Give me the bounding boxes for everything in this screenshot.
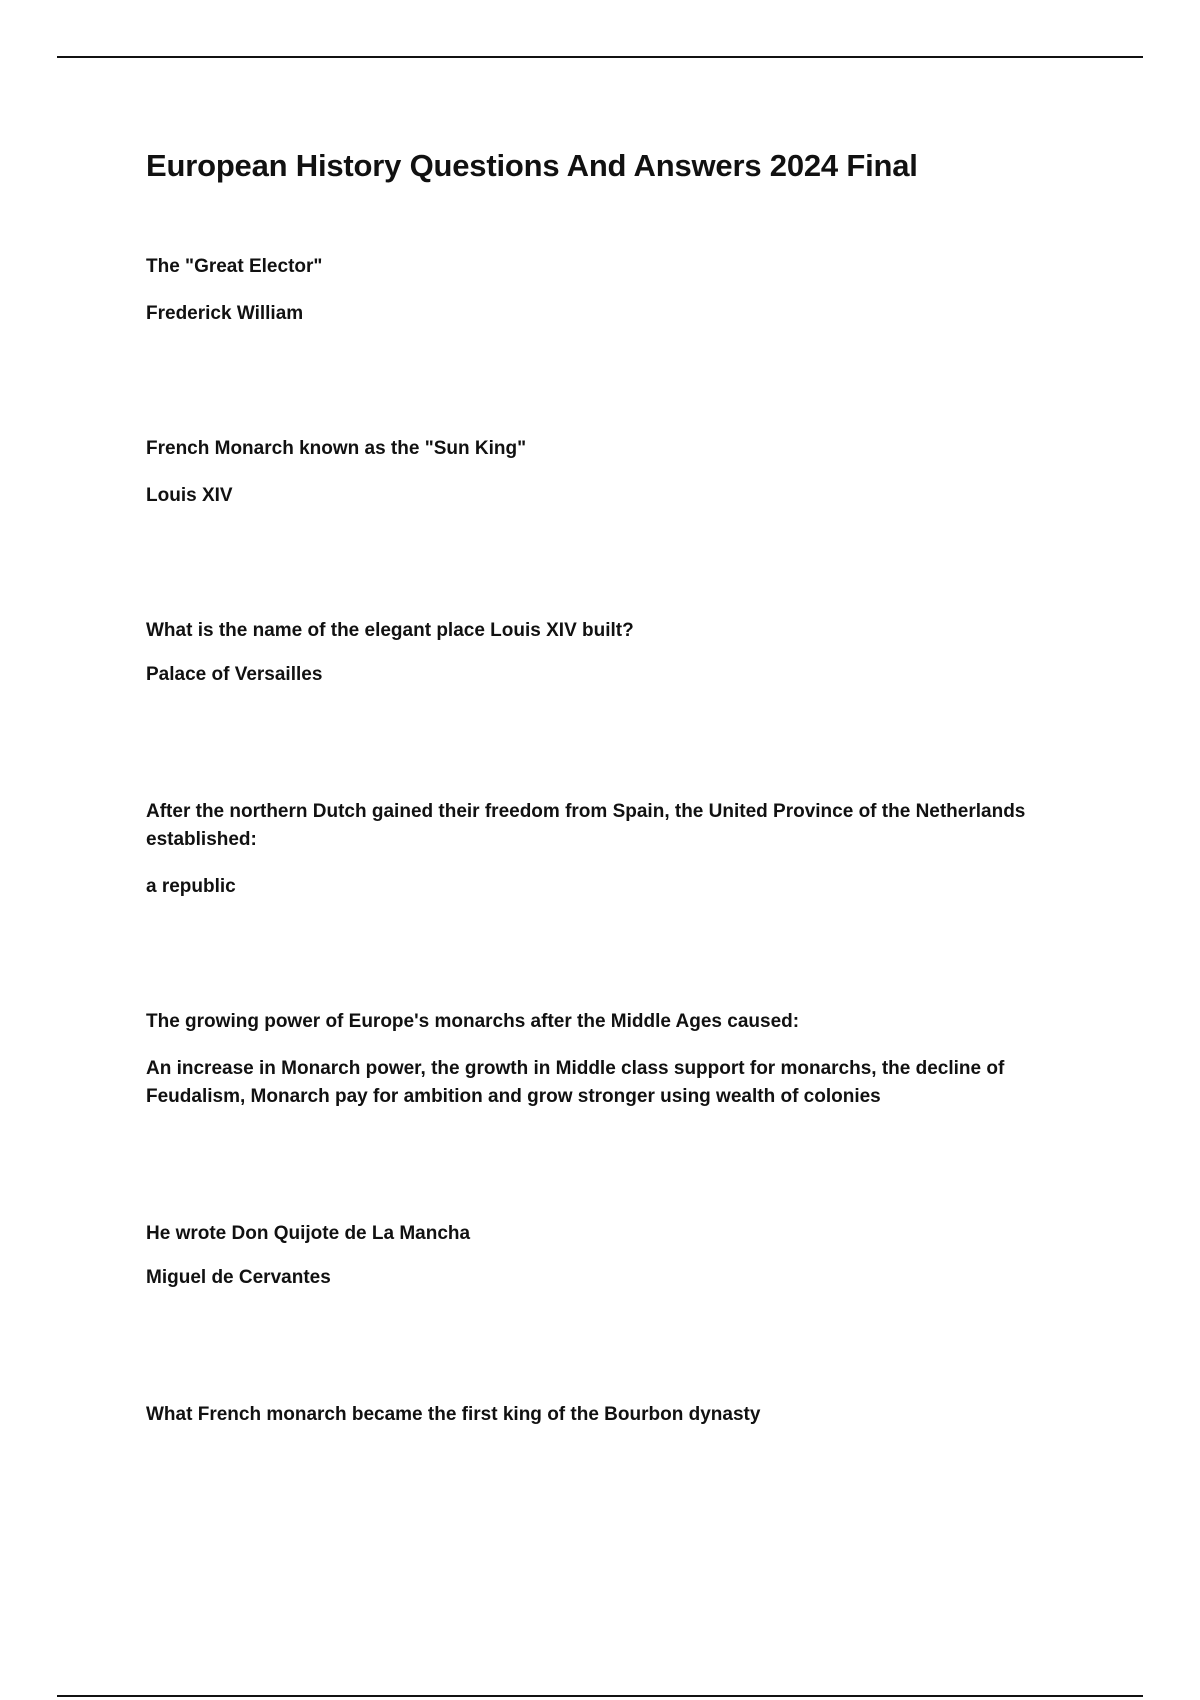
header-rule xyxy=(57,56,1143,58)
answer-3: Palace of Versailles xyxy=(146,664,323,685)
answer-4: a republic xyxy=(146,876,236,897)
answer-1: Frederick William xyxy=(146,303,304,324)
question-1: The "Great Elector" xyxy=(146,256,323,277)
question-6: He wrote Don Quijote de La Mancha xyxy=(146,1223,471,1244)
answer-6: Miguel de Cervantes xyxy=(146,1267,331,1288)
question-7: What French monarch became the first king of the Bourbon dynasty xyxy=(146,1404,761,1425)
question-4: After the northern Dutch gained their freedom from Spain, the United Province of the Netherlands established: xyxy=(146,801,1026,850)
question-3: What is the name of the elegant place Louis XIV built? xyxy=(146,620,634,641)
document-title: European History Questions And Answers 2024 Final xyxy=(146,148,918,183)
question-5: The growing power of Europe's monarchs after the Middle Ages caused: xyxy=(146,1011,800,1032)
answer-2: Louis XIV xyxy=(146,485,233,506)
answer-5: An increase in Monarch power, the growth in Middle class support for monarchs, the decline of Feudalism, Monarch pay for ambition and grow stronger using wealth of colonies xyxy=(146,1058,1005,1107)
question-2: French Monarch known as the "Sun King" xyxy=(146,438,527,459)
footer-rule xyxy=(57,1695,1143,1697)
